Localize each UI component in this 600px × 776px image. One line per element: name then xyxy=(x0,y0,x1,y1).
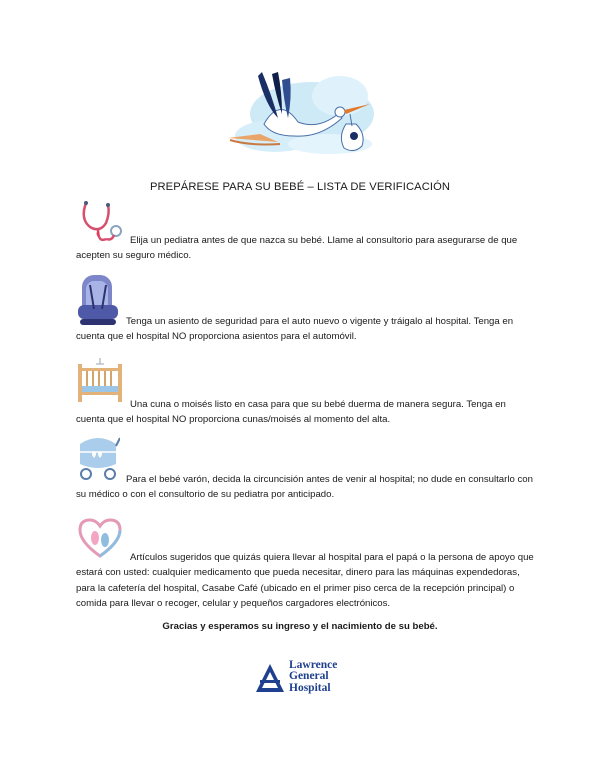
page-title: PREPÁRESE PARA SU BEBÉ – LISTA DE VERIFICACIÓN xyxy=(149,181,451,193)
baby-feet-heart-icon xyxy=(76,516,124,560)
checklist-item-text: Elija un pediatra antes de que nazca su bebé. Llame al consultorio para asegurarse de que acepten su seguro médico. xyxy=(76,235,518,262)
baby-carriage-icon xyxy=(76,434,120,482)
stethoscope-icon xyxy=(76,199,124,247)
thank-you-message: Gracias y esperamos su ingreso y el nacimiento de su bebé. xyxy=(162,621,438,632)
hospital-logo-icon xyxy=(254,662,286,696)
checklist-item-pediatrician xyxy=(76,199,534,264)
checklist-item-text: Para el bebé varón, decida la circuncisión antes de venir al hospital; no dude en consultarlo con su médico o con el consultorio de su pediatra por anticipado. xyxy=(76,474,533,501)
checklist-item-crib xyxy=(76,356,534,428)
checklist-item-car-seat xyxy=(76,273,534,345)
checklist-item-text: Una cuna o moisés listo en casa para que su bebé duerma de manera segura. Tenga en cuenta que el hospital NO proporciona cunas/moisés al momento del alta. xyxy=(76,399,506,426)
checklist-item-text: Artículos sugeridos que quizás quiera llevar al hospital para el papá o la persona de apoyo que estará con usted: cualquier medicamento que pueda necesitar, dinero para las máquinas expendedoras, para la cafetería del hospital, Casabe Café (ubicado en el primer piso cerca de la recepción principal) o comida para llevar o recoger, celular y pequeños cargadores electrónicos. xyxy=(76,552,534,610)
stork-illustration xyxy=(220,66,380,164)
lawrence-general-hospital-logo xyxy=(254,660,354,698)
car-seat-icon xyxy=(76,273,120,329)
checklist-item-text: Tenga un asiento de seguridad para el auto nuevo o vigente y tráigalo al hospital. Tenga en cuenta que el hospital NO proporciona asientos para el automóvil. xyxy=(76,316,514,343)
checklist-item-suggested-items xyxy=(76,516,534,612)
logo-text: Lawrence General Hospital xyxy=(289,659,338,694)
crib-icon xyxy=(76,356,124,404)
checklist-item-circumcision xyxy=(76,434,534,503)
